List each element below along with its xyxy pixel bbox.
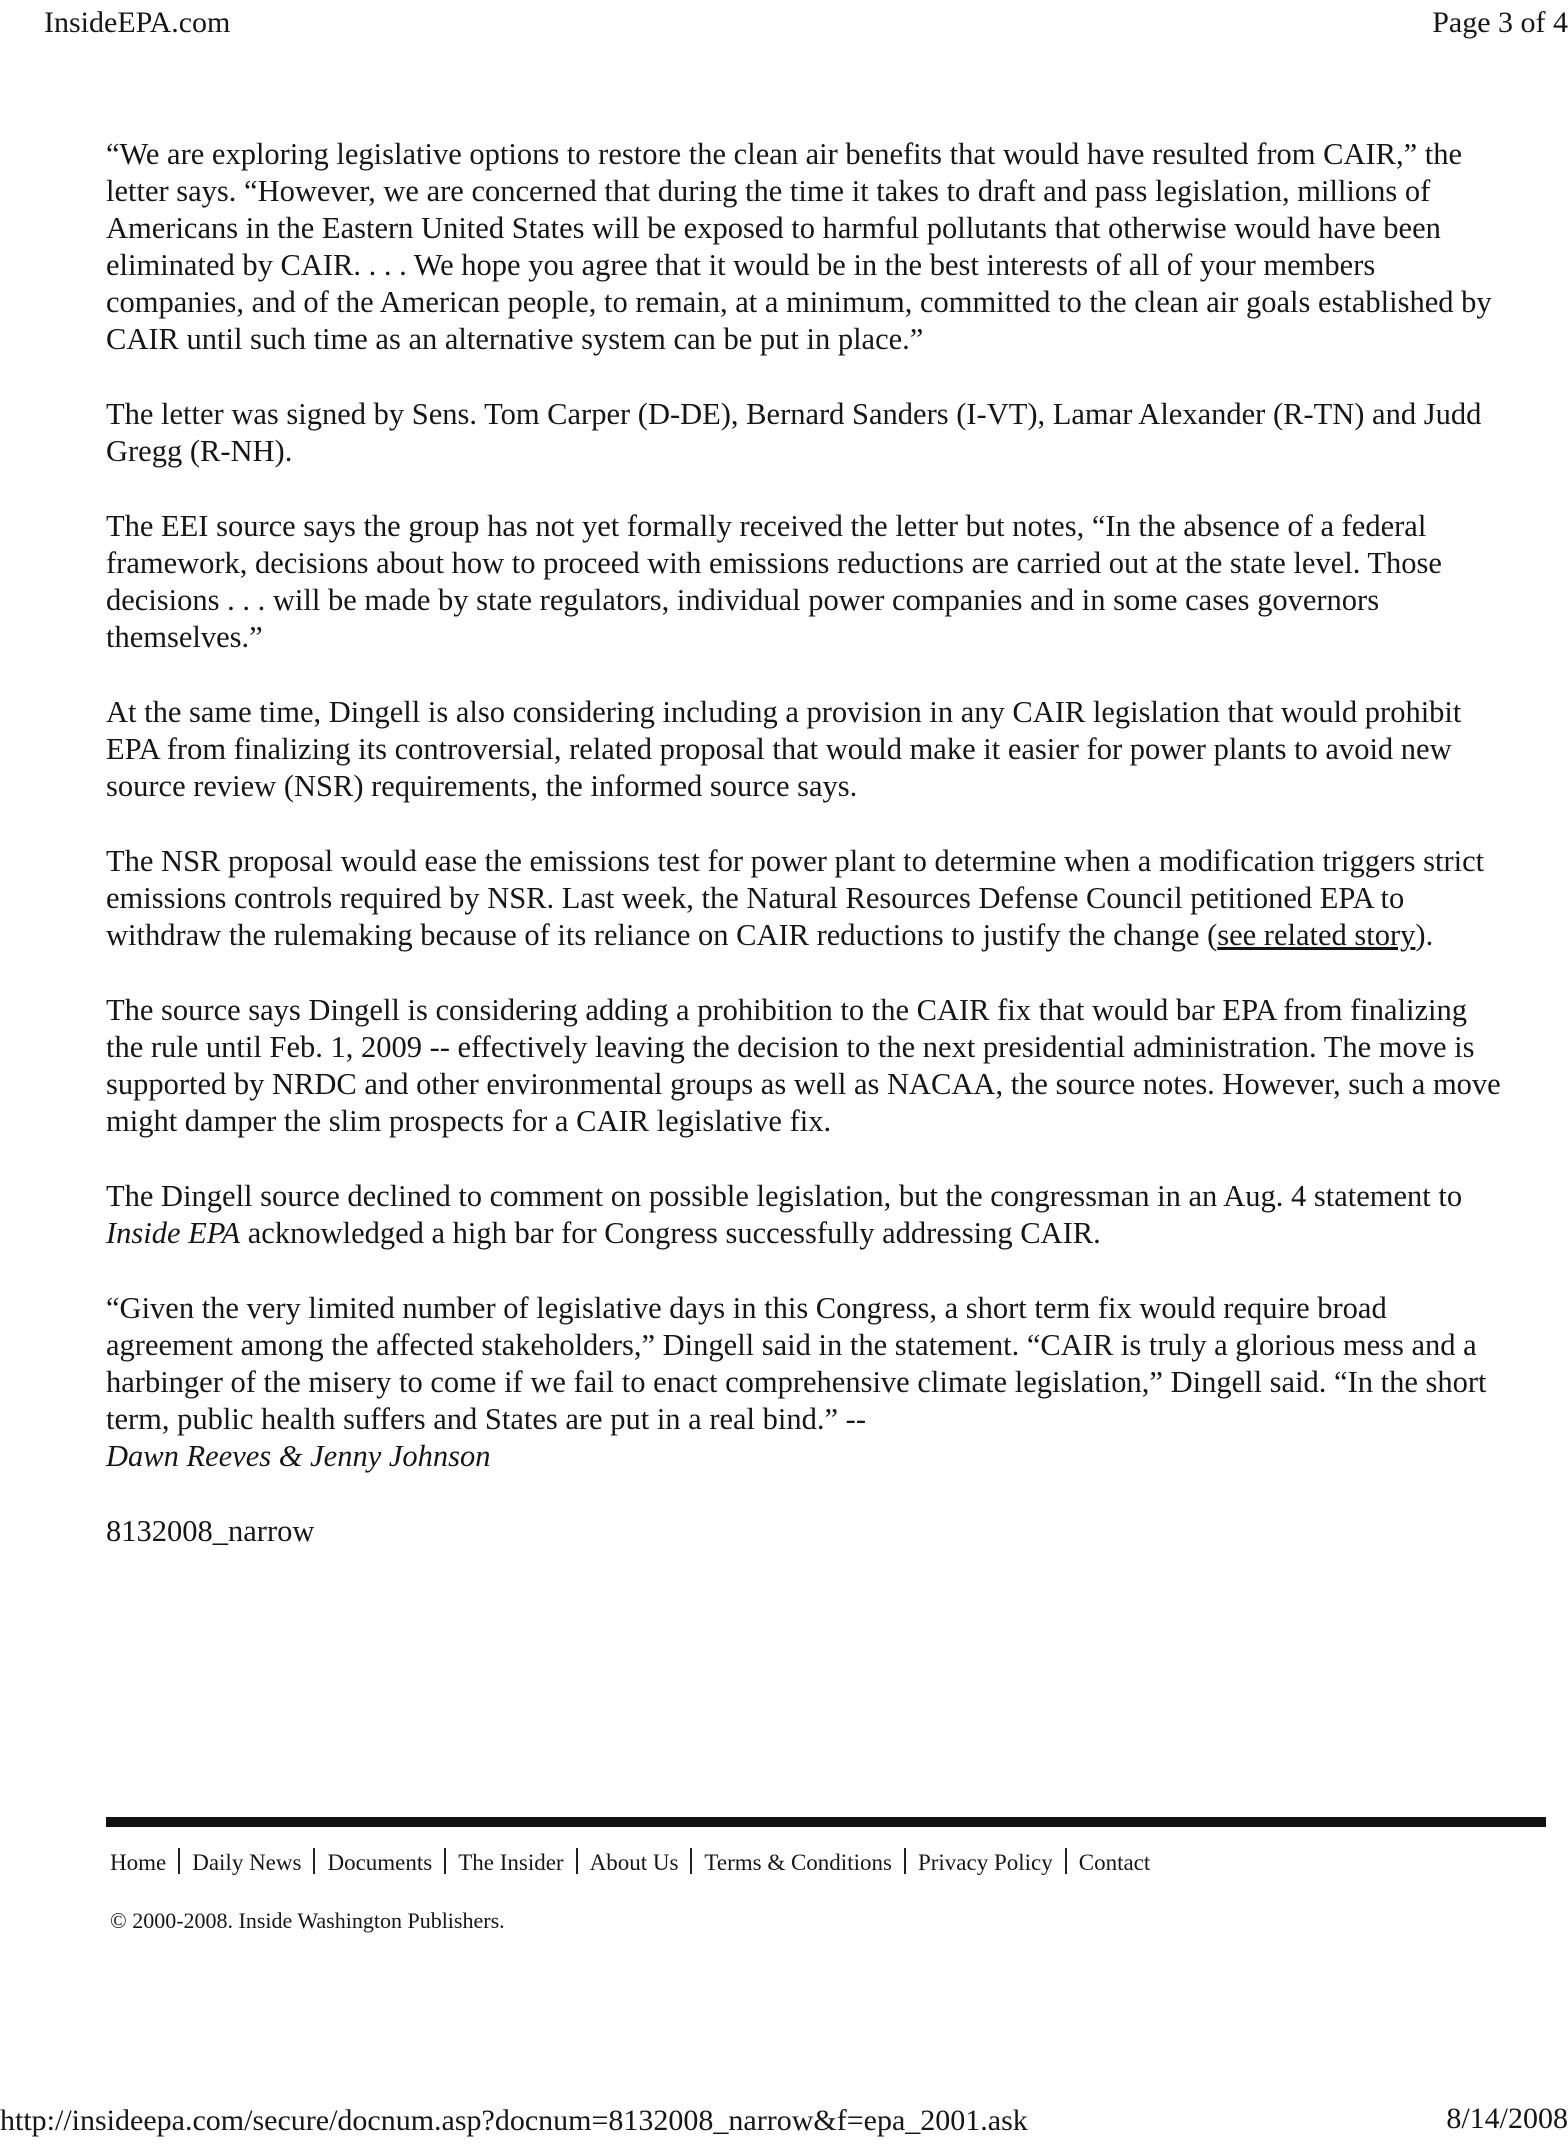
signers-paragraph: The letter was signed by Sens. Tom Carper (D-DE), Bernard Sanders (I-VT), Lamar Alexander (R-TN) and Judd Gregg (R-NH). (106, 397, 1482, 468)
site-name: InsideEPA.com (44, 6, 231, 39)
doc-number: 8132008_narrow (106, 1514, 315, 1548)
footer-link-about-us[interactable]: About Us (589, 1850, 679, 1875)
footer-link-privacy[interactable]: Privacy Policy (917, 1850, 1053, 1875)
footer-link-daily-news[interactable]: Daily News (192, 1850, 302, 1875)
nav-separator (313, 1848, 315, 1874)
nav-separator (904, 1848, 906, 1874)
nav-separator (444, 1848, 446, 1874)
statement-text: The Dingell source declined to comment on possible legislation, but the congressman in an Aug. 4 statement to (106, 1179, 1463, 1213)
statement-paragraph (106, 1178, 1506, 1252)
nsr-paragraph (106, 843, 1506, 954)
footer-link-contact[interactable]: Contact (1078, 1850, 1151, 1875)
article-body (106, 136, 1506, 1550)
statement-text-end: acknowledged a high bar for Congress successfully addressing CAIR. (240, 1216, 1101, 1250)
eei-paragraph: The EEI source says the group has not yet formally received the letter but notes, “In the absence of a federal framework, decisions about how to proceed with emissions reductions are carried out at the state level. Those decisions . . . will be made by state regulators, individual power companies and in some cases governors themselves.” (106, 509, 1442, 654)
print-date: 8/14/2008 (1446, 2102, 1568, 2135)
footer-nav (110, 1848, 1150, 1876)
nav-separator (178, 1848, 180, 1874)
prohibition-paragraph: The source says Dingell is considering adding a prohibition to the CAIR fix that would bar EPA from finalizing the rule until Feb. 1, 2009 -- effectively leaving the decision to the next presidential administration. The move is supported by NRDC and other environmental groups as well as NACAA, the source notes. However, such a move might damper the slim prospects for a CAIR legislative fix. (106, 993, 1501, 1138)
page-url: http://insideepa.com/secure/docnum.asp?docnum=8132008_narrow&f=epa_2001.ask (0, 2104, 1028, 2137)
nav-separator (690, 1848, 692, 1874)
byline: Dawn Reeves & Jenny Johnson (106, 1439, 491, 1473)
nsr-text: The NSR proposal would ease the emissions test for power plant to determine when a modification triggers strict emissions controls required by NSR. Last week, the Natural Resources Defense Council petitioned EPA to withdraw the rulemaking because of its reliance on CAIR reductions to justify the change ( (106, 844, 1485, 952)
nsr-text-end: ). (1415, 918, 1434, 952)
publication-name: Inside EPA (106, 1216, 241, 1250)
related-story-link[interactable]: see related story (1217, 918, 1416, 952)
dingell-quote-text: “Given the very limited number of legislative days in this Congress, a short term fix would require broad agreement among the affected stakeholders,” Dingell said in the statement. “CAIR is truly a glorious mess and a harbinger of the misery to come if we fail to enact comprehensive climate legislation,” Dingell said. “In the short term, public health suffers and States are put in a real bind.” -- (106, 1291, 1487, 1436)
footer-link-home[interactable]: Home (110, 1850, 167, 1875)
footer-link-the-insider[interactable]: The Insider (458, 1850, 564, 1875)
dingell-quote-paragraph (106, 1290, 1506, 1475)
copyright: © 2000-2008. Inside Washington Publishers. (110, 1908, 505, 1933)
nav-separator (1065, 1848, 1067, 1874)
dingell-provision-paragraph: At the same time, Dingell is also considering including a provision in any CAIR legislation that would prohibit EPA from finalizing its controversial, related proposal that would make it easier for power plants to avoid new source review (NSR) requirements, the informed source says. (106, 695, 1462, 803)
footer-link-terms[interactable]: Terms & Conditions (704, 1850, 892, 1875)
footer-divider (106, 1817, 1546, 1827)
page-number: Page 3 of 4 (1432, 6, 1568, 39)
footer-link-documents[interactable]: Documents (327, 1850, 433, 1875)
nav-separator (576, 1848, 578, 1874)
quote-paragraph: “We are exploring legislative options to restore the clean air benefits that would have resulted from CAIR,” the letter says. “However, we are concerned that during the time it takes to draft and pass legislation, millions of Americans in the Eastern United States will be exposed to harmful pollutants that otherwise would have been eliminated by CAIR. . . . We hope you agree that it would be in the best interests of all of your members companies, and of the American people, to remain, at a minimum, committed to the clean air goals established by CAIR until such time as an alternative system can be put in place.” (106, 137, 1492, 356)
